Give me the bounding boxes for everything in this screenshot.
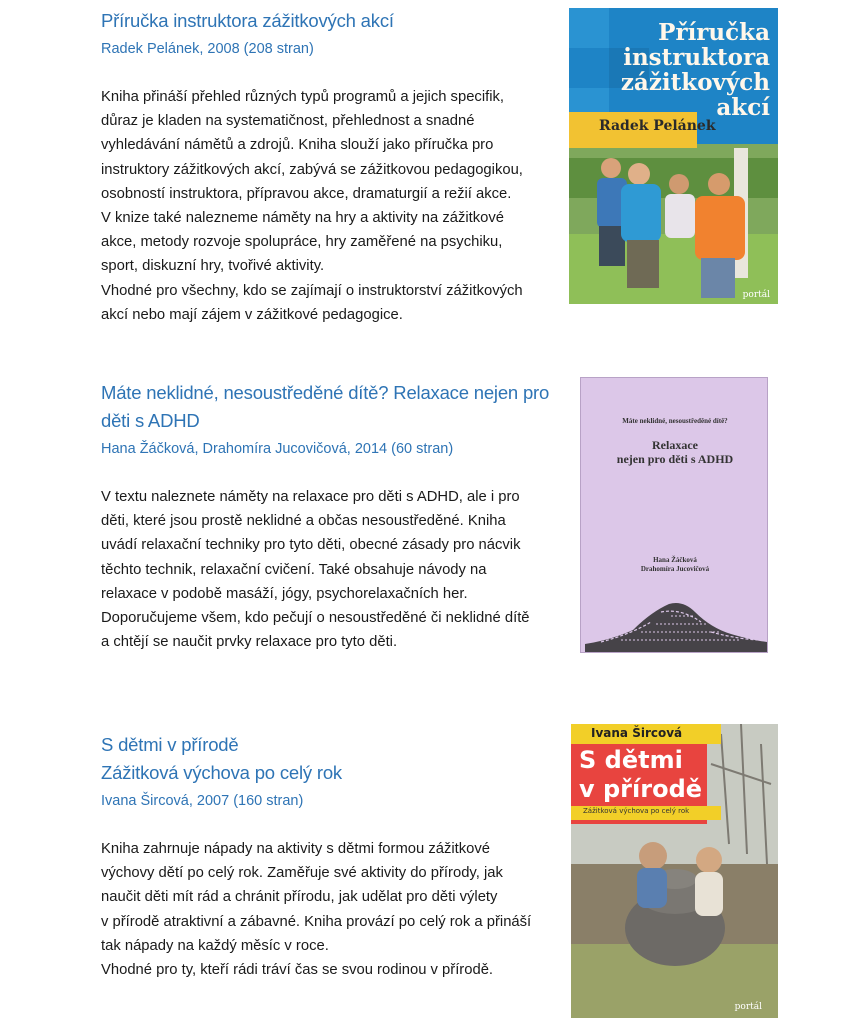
description-line: sport, diskuzní hry, tvořivé aktivity. [101,258,325,275]
publisher-logo: portál [734,1002,762,1012]
description-line: V textu naleznete náměty na relaxace pro děti s ADHD, ale i pro [101,489,520,505]
cover-author: Drahomíra Jucovičová [640,565,710,573]
book-author-line: Hana Žáčková, Drahomíra Jucovičová, 2014 (60 stran) [101,441,454,457]
cover-title-line: Relaxace [652,438,698,452]
cover-title-line: akcí [716,94,770,121]
book-cover-image [580,377,768,653]
book-description [101,85,561,327]
book-cover-image [571,724,778,1018]
book-cover-image [569,8,778,304]
book-text [101,379,561,654]
book-title-line: S dětmi v přírodě [101,734,239,755]
description-line: Kniha zahrnuje nápady na aktivity s dětmi formou zážitkové [101,841,491,857]
book-text [101,731,561,982]
cover-subtitle: Zážitková výchova po celý rok [583,807,690,815]
description-line: v přírodě atraktivní a zábavné. Kniha provází po celý rok a přináší [101,913,532,930]
book-description [101,837,561,982]
description-line: akcí nebo mají zájem v zážitkové pedagogice. [101,306,403,323]
cover-title-line: instruktora [623,44,770,71]
cover-title-line: v přírodě [579,775,703,803]
cover-author: Radek Pelánek [599,118,716,134]
description-line: Kniha přináší přehled různých typů programů a jejich specifik, [101,89,505,105]
cover-title [579,746,707,804]
description-line: Vhodné pro všechny, kdo se zajímají o instruktorství zážitkových [101,282,523,299]
description-line: důraz je kladen na systematičnost, přehlednost a snadné [101,113,475,130]
cover-title-line: Příručka [658,19,770,46]
publisher-logo: portál [742,290,770,300]
letter-pile-illustration [581,582,768,652]
cover-title [581,438,768,466]
description-line: Vhodné pro ty, kteří rádi tráví čas se svou rodinou v přírodě. [101,962,494,979]
description-line: děti, které jsou prostě neklidné a občas nesoustředěné. Kniha [101,513,506,530]
book-description [101,485,561,654]
description-line: V knize také nalezneme náměty na hry a aktivity na zážitkové [101,210,505,227]
book-author-line: Ivana Šircová, 2007 (160 stran) [101,793,304,809]
cover-question: Máte neklidné, nesoustředěné dítě? [622,417,728,425]
cover-title [595,20,770,120]
cover-author: Ivana Šircová [591,726,683,740]
book-title-line: Příručka instruktora zážitkových akcí [101,10,394,31]
cover-title-line: S dětmi [579,746,683,774]
description-line: a chtějí se naučit prvky relaxace pro tyto děti. [101,634,398,651]
description-line: těchto technik, relaxační cvičení. Také obsahuje návody na [101,561,487,578]
book-author-line: Radek Pelánek, 2008 (208 stran) [101,41,314,57]
description-line: vyhledávání námětů a zdrojů. Kniha slouží jako příručka pro [101,137,494,154]
cover-authors [581,556,768,574]
cover-title-line: nejen pro děti s ADHD [616,452,734,466]
book-title [101,731,561,787]
book-title-line: děti s ADHD [101,410,200,431]
description-line: výchovy dětí po celý rok. Zaměřuje své aktivity do přírody, jak [101,865,503,882]
cover-author: Hana Žáčková [653,556,697,564]
description-line: osobností instruktora, přípravou akce, dramaturgií a režií akce. [101,185,512,202]
book-title-line: Máte neklidné, nesoustředěné dítě? Relaxace nejen pro [101,382,550,403]
description-line: uvádí relaxační techniky pro tyto děti, obecné zásady pro nácvik [101,537,521,554]
book-title-line: Zážitková výchova po celý rok [101,762,342,783]
book-title [101,7,561,35]
book-text [101,7,561,327]
description-line: relaxace v podobě masáží, jógy, psychorelaxačních her. [101,585,468,602]
description-line: naučit děti mít rád a chránit přírodu, jak udělat pro děti výlety [101,889,498,906]
book-title [101,379,561,435]
description-line: Doporučujeme všem, kdo pečují o nesoustředěné či neklidné dítě [101,610,530,627]
description-line: akce, metody rozvoje spolupráce, hry zaměřené na psychiku, [101,234,503,251]
description-line: tak nápady na každý měsíc v roce. [101,937,329,954]
description-line: instruktory zážitkových akcí, zabývá se zážitkovou pedagogikou, [101,161,523,178]
cover-title-line: zážitkových [620,69,770,96]
